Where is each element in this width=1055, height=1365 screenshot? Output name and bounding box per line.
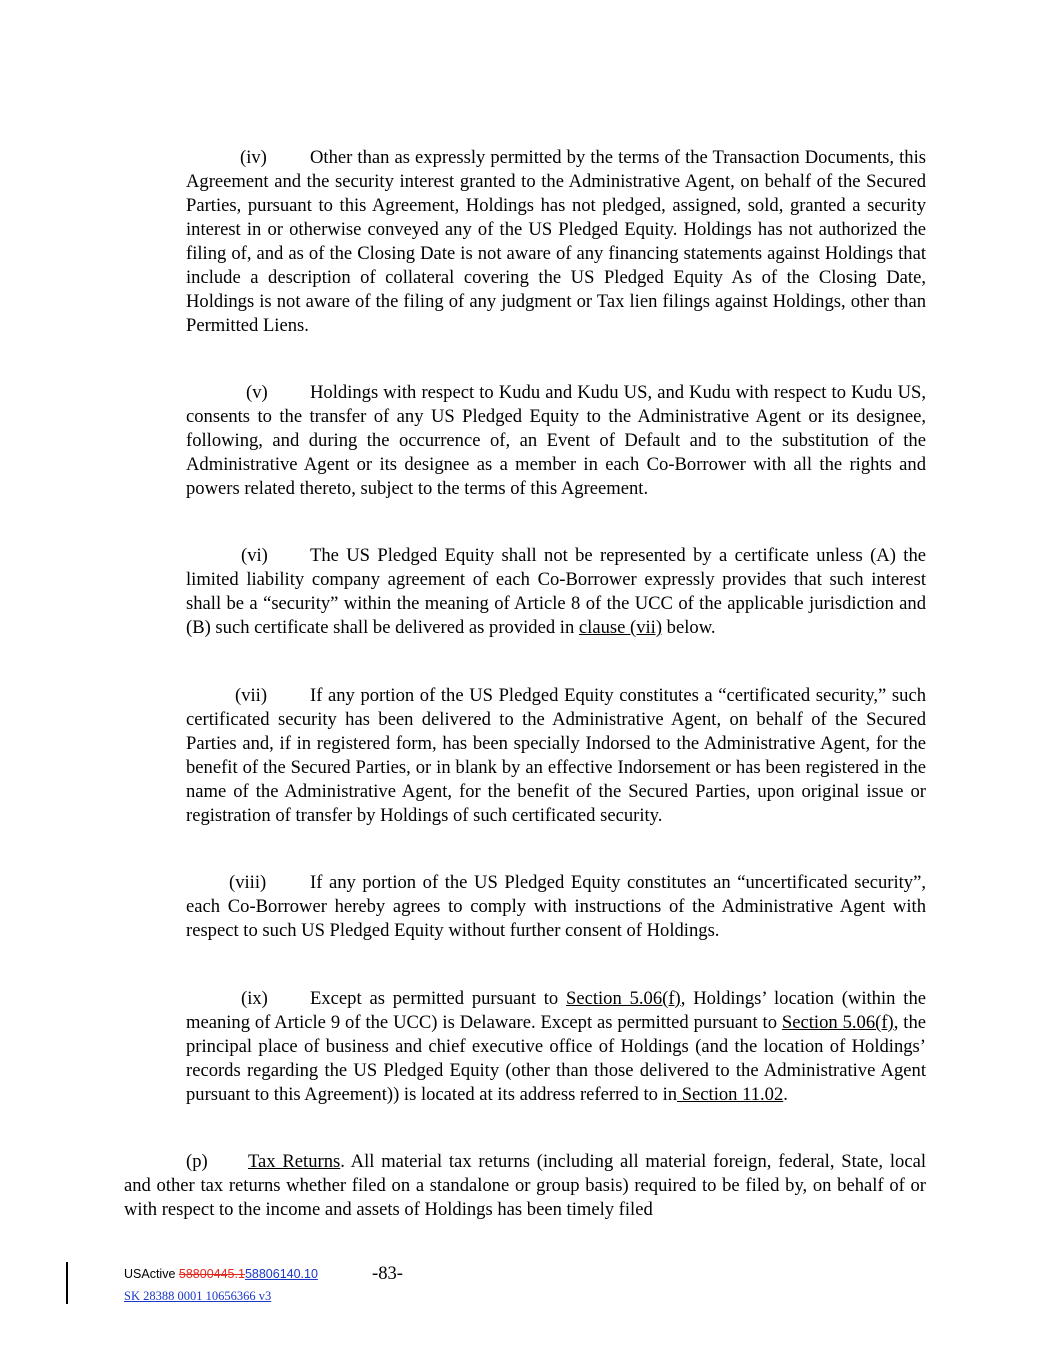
paragraph-text: The US Pledged Equity shall not be represented by a certificate unless (A) the limited liability company agreement of each Co-Borrower expressly provides that such interest shall be a “security” within the meaning of Article 8 of the UCC of the applicable jurisdiction and (B) such certificate shall be delivered as provided in [186, 545, 926, 638]
section-11-02-link[interactable]: Section 11.02 [677, 1084, 784, 1105]
paragraph-number: (v) [246, 382, 268, 403]
paragraph-vii [186, 684, 926, 828]
paragraph-text: , the principal place of business and chief executive office of Holdings (and the location of Holdings’ records regarding the US Pledged Equity (other than those delivered to the Administrative Agent pursuant to this Agreement)) is located at its address referred to in [186, 1012, 927, 1105]
footer-doc-ref[interactable]: SK 28388 0001 10656366 v3 [124, 1289, 272, 1303]
paragraph-number: (viii) [229, 872, 267, 893]
page-number: -83- [372, 1263, 403, 1284]
paragraph-viii [186, 871, 926, 943]
paragraph-text: Except as permitted pursuant to [310, 988, 566, 1009]
section-5-06f-link[interactable]: Section 5.06(f) [566, 988, 681, 1009]
paragraph-text: . All material tax returns (including all material foreign, federal, State, local and other tax returns whether filed on a standalone or group basis) required to be filed by, on behalf of or with respect to the income and assets of Holdings has been timely filed [124, 1151, 926, 1220]
clause-vii-link[interactable]: clause (vii) [578, 617, 663, 638]
paragraph-p [124, 1150, 926, 1222]
paragraph-text: , Holdings’ location (within the meaning of Article 9 of the UCC) is Delaware. Except as permitted pursuant to [186, 988, 926, 1033]
paragraph-text: If any portion of the US Pledged Equity constitutes an “uncertificated security”, each Co-Borrower hereby agrees to comply with instructions of the Administrative Agent with respect to such US Pledged Equity without further consent of Holdings. [186, 872, 926, 941]
paragraph-number: (ix) [241, 988, 268, 1009]
paragraph-iv [186, 146, 926, 338]
paragraph-ix [186, 987, 926, 1107]
paragraph-vi [186, 544, 926, 640]
tax-returns-heading: Tax Returns [248, 1151, 341, 1172]
paragraph-text-tail: below. [662, 617, 716, 638]
paragraph-number: (vi) [241, 545, 268, 566]
paragraph-number: (iv) [240, 147, 267, 168]
paragraph-number: (p) [186, 1151, 208, 1172]
deleted-doc-id: 58800445.1 [178, 1267, 245, 1281]
footer-doc-id [124, 1266, 318, 1282]
paragraph-text: . [783, 1084, 788, 1105]
paragraph-v [186, 381, 926, 501]
section-5-06f-link-2[interactable]: Section 5.06(f) [781, 1012, 894, 1033]
paragraph-number: (vii) [235, 685, 268, 706]
change-bar [66, 1262, 68, 1304]
doc-label: USActive [124, 1267, 179, 1281]
inserted-doc-id[interactable]: 58806140.10 [244, 1267, 318, 1281]
paragraph-text: If any portion of the US Pledged Equity constitutes a “certificated security,” such certificated security has been delivered to the Administrative Agent, on behalf of the Secured Parties and, if in registered form, has been specially Indorsed to the Administrative Agent, for the benefit of the Secured Parties, or in blank by an effective Indorsement or has been registered in the name of the Administrative Agent, for the benefit of the Secured Parties, upon original issue or registration of transfer by Holdings of such certificated security. [186, 685, 926, 826]
paragraph-text: Other than as expressly permitted by the terms of the Transaction Documents, this Agreement and the security interest granted to the Administrative Agent, on behalf of the Secured Parties, pursuant to this Agreement, Holdings has not pledged, assigned, sold, granted a security interest in or otherwise conveyed any of the US Pledged Equity. Holdings has not authorized the filing of, and as of the Closing Date is not aware of any financing statements against Holdings that include a description of collateral covering the US Pledged Equity As of the Closing Date, Holdings is not aware of the filing of any judgment or Tax lien filings against Holdings, other than Permitted Liens. [186, 147, 926, 336]
paragraph-text: Holdings with respect to Kudu and Kudu US, and Kudu with respect to Kudu US, consents to the transfer of any US Pledged Equity to the Administrative Agent or its designee, following, and during the occurrence of, an Event of Default and to the substitution of the Administrative Agent or its designee as a member in each Co-Borrower with all the rights and powers related thereto, subject to the terms of this Agreement. [186, 382, 926, 499]
